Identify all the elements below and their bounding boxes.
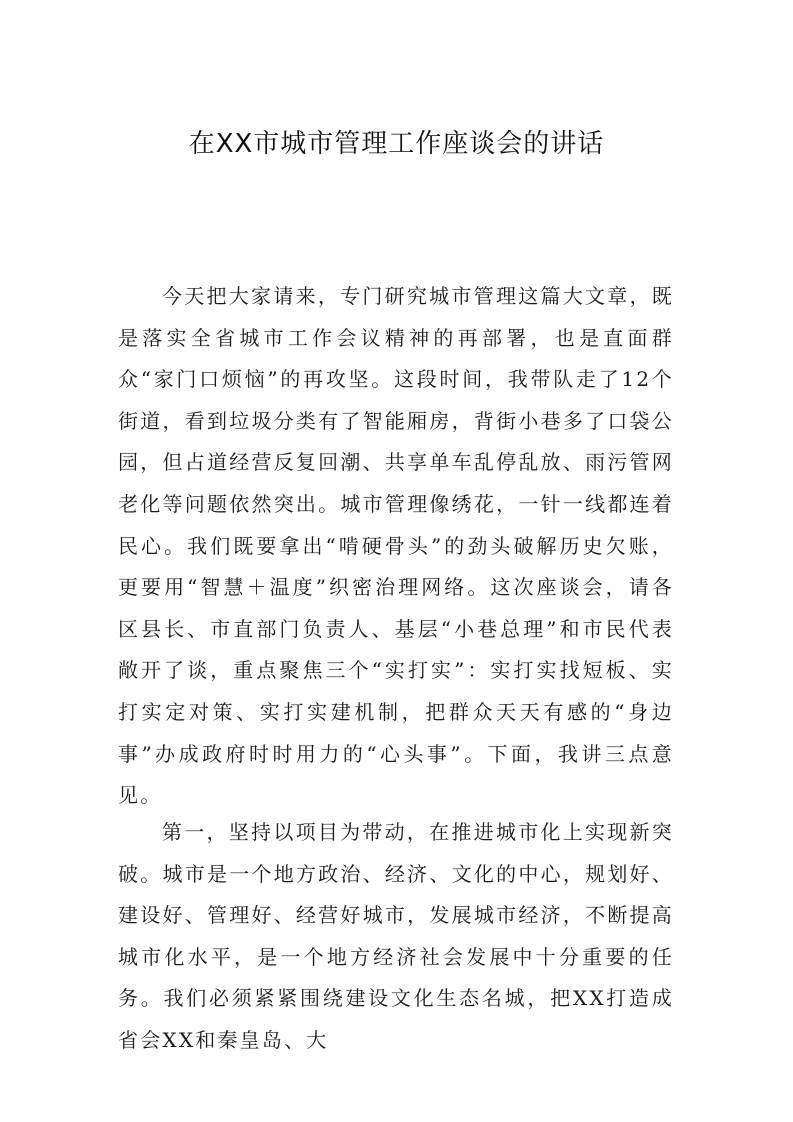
page-title: 在XX市城市管理工作座谈会的讲话	[188, 129, 605, 159]
body-paragraph-first-point: 第一，坚持以项目为带动，在推进城市化上实现新突破。城市是一个地方政治、经济、文化的中心，规划好、建设好、管理好、经营好城市，发展城市经济，不断提高城市化水平，是一个地方经济社会发展中十分重要的任务。我们必须紧紧围绕建设文化生态名城，把XX打造成省会XX和秦皇岛、大	[118, 820, 674, 1052]
body-paragraph-intro: 今天把大家请来，专门研究城市管理这篇大文章，既是落实全省城市工作会议精神的再部署，也是直面群众“家门口烦恼”的再攻坚。这段时间，我带队走了12个街道，看到垃圾分类有了智能厢房，背街小巷多了口袋公园，但占道经营反复回潮、共享单车乱停乱放、雨污管网老化等问题依然突出。城市管理像绣花，一针一线都连着民心。我们既要拿出“啃硬骨头”的劲头破解历史欠账，更要用“智慧＋温度”织密治理网络。这次座谈会，请各区县长、市直部门负责人、基层“小巷总理”和市民代表敞开了谈，重点聚焦三个“实打实”：实打实找短板、实打实定对策、实打实建机制，把群众天天有感的“身边事”办成政府时时用力的“心头事”。下面，我讲三点意见。	[118, 284, 674, 808]
